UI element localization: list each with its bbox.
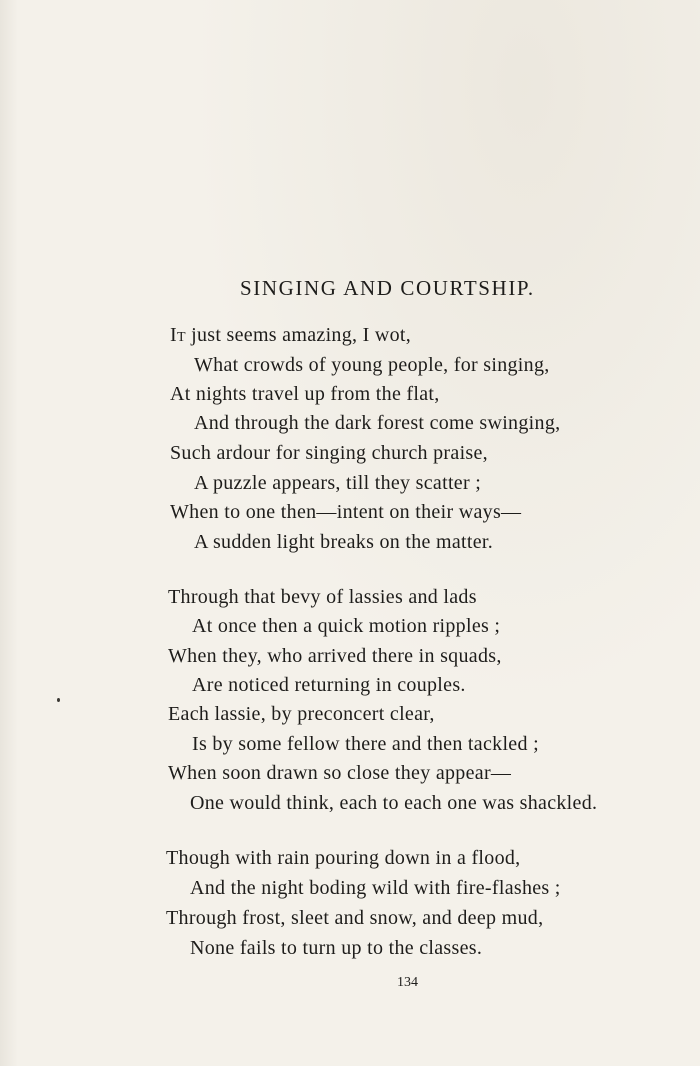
poem-line: At once then a quick motion ripples ;	[192, 615, 501, 637]
poem-line: A puzzle appears, till they scatter ;	[194, 472, 482, 494]
poem-line: One would think, each to each one was shackled.	[190, 792, 598, 814]
poem-title: SINGING AND COURTSHIP.	[240, 276, 535, 300]
poem-line: And the night boding wild with fire-flashes ;	[190, 877, 561, 899]
poem-line: A sudden light breaks on the matter.	[194, 531, 494, 553]
poem-line: And through the dark forest come swinging,	[194, 412, 561, 434]
poem-line: Through frost, sleet and snow, and deep mud,	[166, 907, 544, 929]
poem-line: Such ardour for singing church praise,	[170, 442, 488, 464]
poem-line: When to one then—intent on their ways—	[170, 501, 522, 523]
poem-line: Are noticed returning in couples.	[192, 674, 466, 696]
poem-line: What crowds of young people, for singing,	[194, 354, 550, 376]
poem-line: Though with rain pouring down in a flood,	[166, 847, 521, 869]
poem-line: At nights travel up from the flat,	[170, 383, 440, 405]
page-number: 134	[397, 975, 418, 990]
poem-line: Through that bevy of lassies and lads	[168, 586, 477, 608]
poem-line: When soon drawn so close they appear—	[168, 762, 512, 784]
drop-word: It	[170, 324, 186, 346]
ink-speck	[57, 698, 60, 702]
poem-line: Is by some fellow there and then tackled ;	[192, 733, 539, 755]
poem-line: Each lassie, by preconcert clear,	[168, 703, 435, 725]
poem-line: It just seems amazing, I wot,	[170, 324, 412, 346]
poem-line: None fails to turn up to the classes.	[190, 937, 483, 959]
poem-line: When they, who arrived there in squads,	[168, 645, 502, 667]
